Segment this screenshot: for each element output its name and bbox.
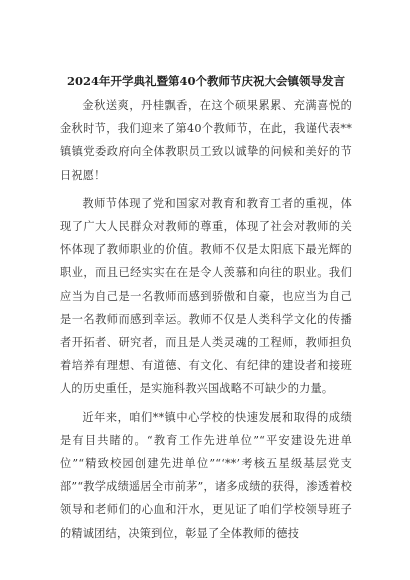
paragraph-achievements: 近年来，咱们**镇中心学校的快速发展和取得的成绩是有目共睹的。“教育工作先进单位”“平安建设先进单位”“精致校园创建先进单位”“‘**’考核五星级基层党支部”“教学成绩遥居全市前茅”，诸多成绩的获得，渗透着校领导和老师们的心血和汗水，更见证了咱们学校领导班子的精诚团结，决策到位，彰显了全体教师的德技 xyxy=(60,410,352,540)
document-title: 2024年开学典礼暨第40个教师节庆祝大会镇领导发言 xyxy=(66,74,345,88)
paragraph-greeting: 金秋送爽，丹桂飘香，在这个硕果累累、充满喜悦的金秋时节，我们迎来了第40个教师节，在此，我谨代表**镇镇党委政府向全体教职员工致以诚挚的问候和美好的节日祝愿！ xyxy=(60,99,352,182)
paragraph-teacher-value: 教师节体现了党和国家对教育和教育工者的重视，体现了广大人民群众对教师的尊重，体现了社会对教师的关怀体现了教师职业的价值。教师不仅是太阳底下最光辉的职业，而且已经实实在在是令人羡慕和向往的职业。我们应当为自己是一名教师而感到骄傲和自豪，也应当为自己是一名教师而感到幸运。教师不仅是人类科学文化的传播者开拓者、研究者，而且是人类灵魂的工程师，教师担负着培养有理想、有道德、有文化、有纪律的建设者和接班人的历史重任，是实施科教兴国战略不可缺少的力量。 xyxy=(60,196,352,396)
